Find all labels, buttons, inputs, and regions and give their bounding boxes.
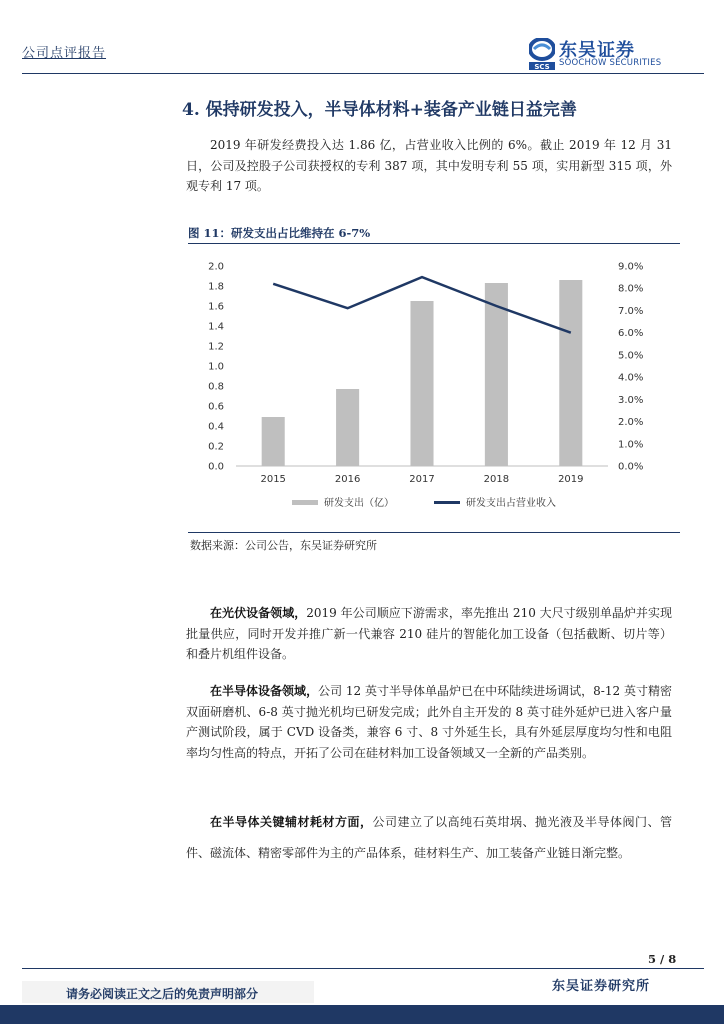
y-left-tick-label: 2.0: [208, 261, 224, 273]
x-tick-label: 2015: [260, 474, 286, 485]
paragraph-semiconductor-materials: [186, 807, 672, 869]
legend-swatch-bar: [292, 500, 318, 505]
page-number: 5 / 8: [648, 952, 677, 966]
figure-source: 数据来源：公司公告，东吴证券研究所: [190, 539, 377, 552]
paragraph-pv-equipment: [186, 603, 672, 665]
y-right-tick-label: 0.0%: [618, 461, 644, 473]
y-right-tick-label: 5.0%: [618, 350, 644, 362]
footer-divider: [22, 968, 704, 969]
intro-paragraph: 2019 年研发经费投入达 1.86 亿，占营业收入比例的 6%。截止 2019 年 12 月 31 日，公司及控股子公司获授权的专利 387 项，其中发明专利 55 项，实用新型 315 项，外观专利 17 项。: [186, 138, 672, 193]
y-left-tick-label: 1.2: [208, 341, 224, 353]
y-left-tick-label: 1.4: [208, 321, 224, 333]
y-left-tick-label: 0.4: [208, 421, 224, 433]
footer-bar: [0, 1005, 724, 1024]
y-left-tick-label: 1.6: [208, 301, 224, 313]
paragraph-body: 公司建立了以高纯石英坩埚、抛光液及半导体阀门、管件、磁流体、精密零部件为主的产品体系，硅材料生产、加工装备产业链日渐完整。: [186, 815, 672, 860]
y-right-tick-label: 6.0%: [618, 328, 644, 340]
bar-2016: [336, 389, 359, 466]
y-left-tick-label: 0.2: [208, 441, 224, 453]
bar-2017: [410, 301, 433, 466]
paragraph-semiconductor-equipment: [186, 681, 672, 763]
logo-letters: SCS: [534, 63, 550, 70]
bar-2019: [559, 280, 582, 466]
brand-logo: [529, 36, 679, 72]
legend-label-bar: 研发支出（亿）: [324, 498, 394, 509]
y-right-tick-label: 9.0%: [618, 261, 644, 273]
paragraph-lead: 在半导体设备领域，: [210, 684, 319, 698]
paragraph-body: 公司 12 英寸半导体单晶炉已在中环陆续进场调试，8-12 英寸精密双面研磨机、6-8 英寸抛光机均已研发完成；此外自主开发的 8 英寸硅外延炉已进入客户量产测试阶段，属于 CVD 设备类，兼容 6 寸、8 寸外延生长，具有外延层厚度均匀性和电阻率均匀性高的特点，开拓了公司在硅材料加工设备领域又一全新的产品类别。: [186, 684, 672, 760]
header-divider: [22, 73, 704, 74]
y-right-tick-label: 4.0%: [618, 372, 644, 384]
x-tick-label: 2019: [558, 474, 584, 485]
bar-2015: [262, 417, 285, 466]
section-heading: 4. 保持研发投入，半导体材料+装备产业链日益完善: [182, 100, 577, 120]
y-right-tick-label: 3.0%: [618, 394, 644, 406]
y-right-tick-label: 1.0%: [618, 439, 644, 451]
figure-bottom-rule: [188, 532, 680, 533]
brand-logo-icon: [529, 38, 555, 70]
rd-expense-chart: [188, 252, 680, 524]
y-left-tick-label: 1.8: [208, 281, 224, 293]
brand-name-en: SOOCHOW SECURITIES: [559, 58, 662, 68]
figure-top-rule: [188, 243, 680, 244]
footer-brand: 东吴证券研究所: [552, 979, 651, 994]
footer-disclaimer: 请务必阅读正文之后的免责声明部分: [66, 987, 259, 1001]
brand-name-cn: 东吴证券: [559, 40, 635, 61]
y-left-tick-label: 1.0: [208, 361, 224, 373]
bar-2018: [485, 283, 508, 466]
paragraph-body: 2019 年公司顺应下游需求，率先推出 210 大尺寸级别单晶炉并实现批量供应，同时开发并推广新一代兼容 210 硅片的智能化加工设备（包括截断、切片等）和叠片机组件设备。: [186, 606, 672, 661]
y-left-tick-label: 0.8: [208, 381, 224, 393]
paragraph-lead: 在半导体关键辅材耗材方面，: [210, 815, 373, 829]
document-type-label: 公司点评报告: [22, 46, 107, 61]
y-right-tick-label: 2.0%: [618, 417, 644, 429]
x-tick-label: 2016: [334, 474, 361, 485]
x-tick-label: 2017: [409, 474, 435, 485]
paragraph-lead: 在光伏设备领域，: [210, 606, 307, 620]
y-right-tick-label: 8.0%: [618, 283, 644, 295]
y-left-tick-label: 0.0: [208, 461, 224, 473]
y-left-tick-label: 0.6: [208, 401, 224, 413]
figure-title: 图 11：研发支出占比维持在 6-7%: [188, 226, 371, 240]
legend-label-line: 研发支出占营业收入: [466, 498, 556, 509]
x-tick-label: 2018: [483, 474, 510, 485]
y-right-tick-label: 7.0%: [618, 305, 644, 317]
